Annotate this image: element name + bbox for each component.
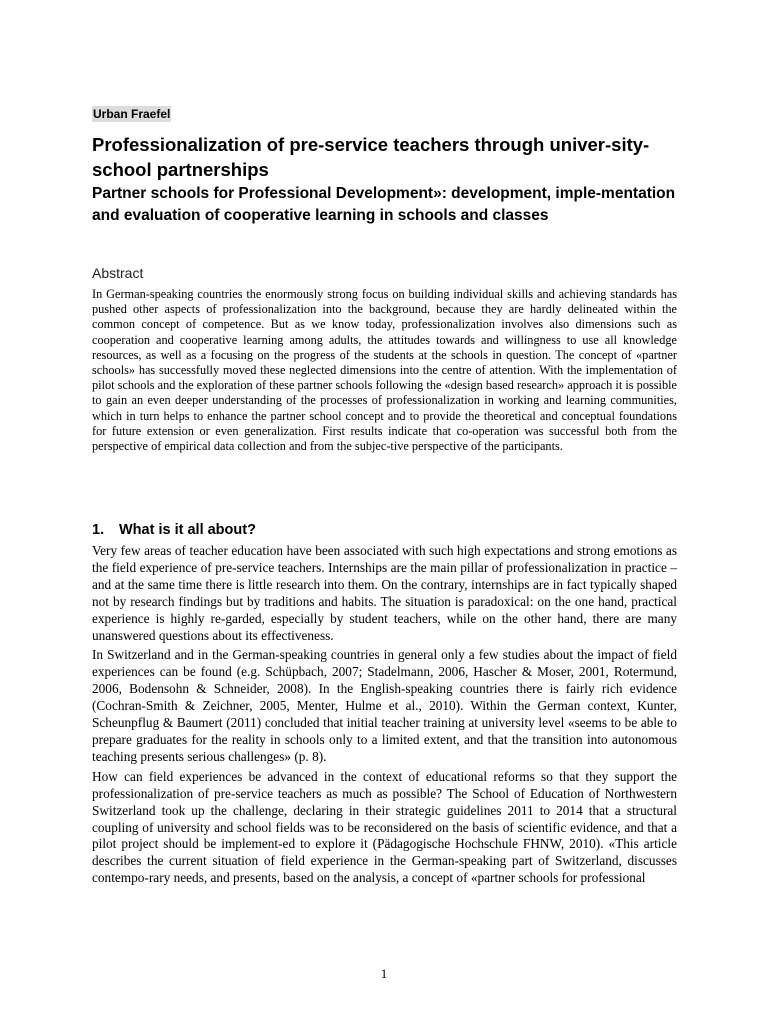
page-number: 1 bbox=[380, 966, 388, 981]
section-title: What is it all about? bbox=[119, 522, 256, 538]
abstract-heading: Abstract bbox=[92, 265, 144, 281]
abstract-text: In German-speaking countries the enormously strong focus on building individual skills and achieving standards has pushed other aspects of professionalization into the background, because they are hardly delineated within the common concept of competence. But as we know today, professionalization involves also dimensions such as cooperation and cooperative learning among adults, the attitudes towards and willingness to use all knowledge resources, as well as a focusing on the progress of the students at the schools in question. The concept of «partner schools» has successfully moved these neglected dimensions into the centre of attention. With the implementation of pilot schools and the exploration of these partner schools following the «design based research» approach it is possible to gain an even deeper understanding of the processes of professionalization in working and learning communities, which in turn helps to enhance the partner school concept and to provide the theoretical and conceptual foundations for future extension or even generalization. First results indicate that co-operation was successful both from the perspective of empirical data collection and from the subjec-tive perspective of the participants. bbox=[92, 287, 677, 454]
body-paragraph: In Switzerland and in the German-speaking countries in general only a few studies about the impact of field experiences can be found (e.g. Schüpbach, 2007; Stadelmann, 2006, Hascher & Moser, 2001, Rotermund, 2006, Bodensohn & Schneider, 2008). In the English-speaking countries there is fairly rich evidence (Cochran-Smith & Zeichner, 2005, Menter, Hulme et al., 2010). Within the German context, Kunter, Scheunpflug & Baumert (2011) concluded that initial teacher training at university level «seems to be able to prepare graduates for the reality in schools only to a limited extent, and that the transition into autonomous teaching presents serious challenges» (p. 8). bbox=[92, 647, 677, 764]
section-body bbox=[92, 543, 677, 890]
section-heading bbox=[92, 521, 256, 539]
section-number: 1. bbox=[92, 522, 105, 538]
author-name: Urban Fraefel bbox=[93, 107, 171, 121]
body-paragraph: How can field experiences be advanced in the context of educational reforms so that they support the professionalization of pre-service teachers as much as possible? The School of Education of Northwestern Switzerland took up the challenge, declaring in their strategic guidelines 2011 to 2014 that a structural coupling of university and school fields was to be reconsidered on the basis of scientific evidence, and that a pilot project should be implement-ed to explore it (Pädagogische Hochschule FHNW, 2010). «This article describes the current situation of field experience in the German-speaking part of Switzerland, discusses contempo-rary needs, and presents, based on the analysis, a concept of «partner schools for professional bbox=[92, 768, 677, 886]
paper-subtitle: Partner schools for Professional Development»: development, imple-mentation and evaluation of cooperative learning in schools and classes bbox=[92, 185, 676, 224]
body-paragraph: Very few areas of teacher education have been associated with such high expectations and strong emotions as the field experience of pre-service teachers. Internships are the main pillar of professionalization in practice – and at the same time there is little research into them. On the contrary, internships are in fact typically shaped not by research findings but by traditions and habits. The situation is paradoxical: on the one hand, practical experience is highly re-garded, especially by student teachers, while on the other hand, there are many unanswered questions about its effectiveness. bbox=[92, 543, 677, 643]
paper-title: Professionalization of pre-service teachers through univer-sity-school partnerships bbox=[92, 134, 650, 180]
